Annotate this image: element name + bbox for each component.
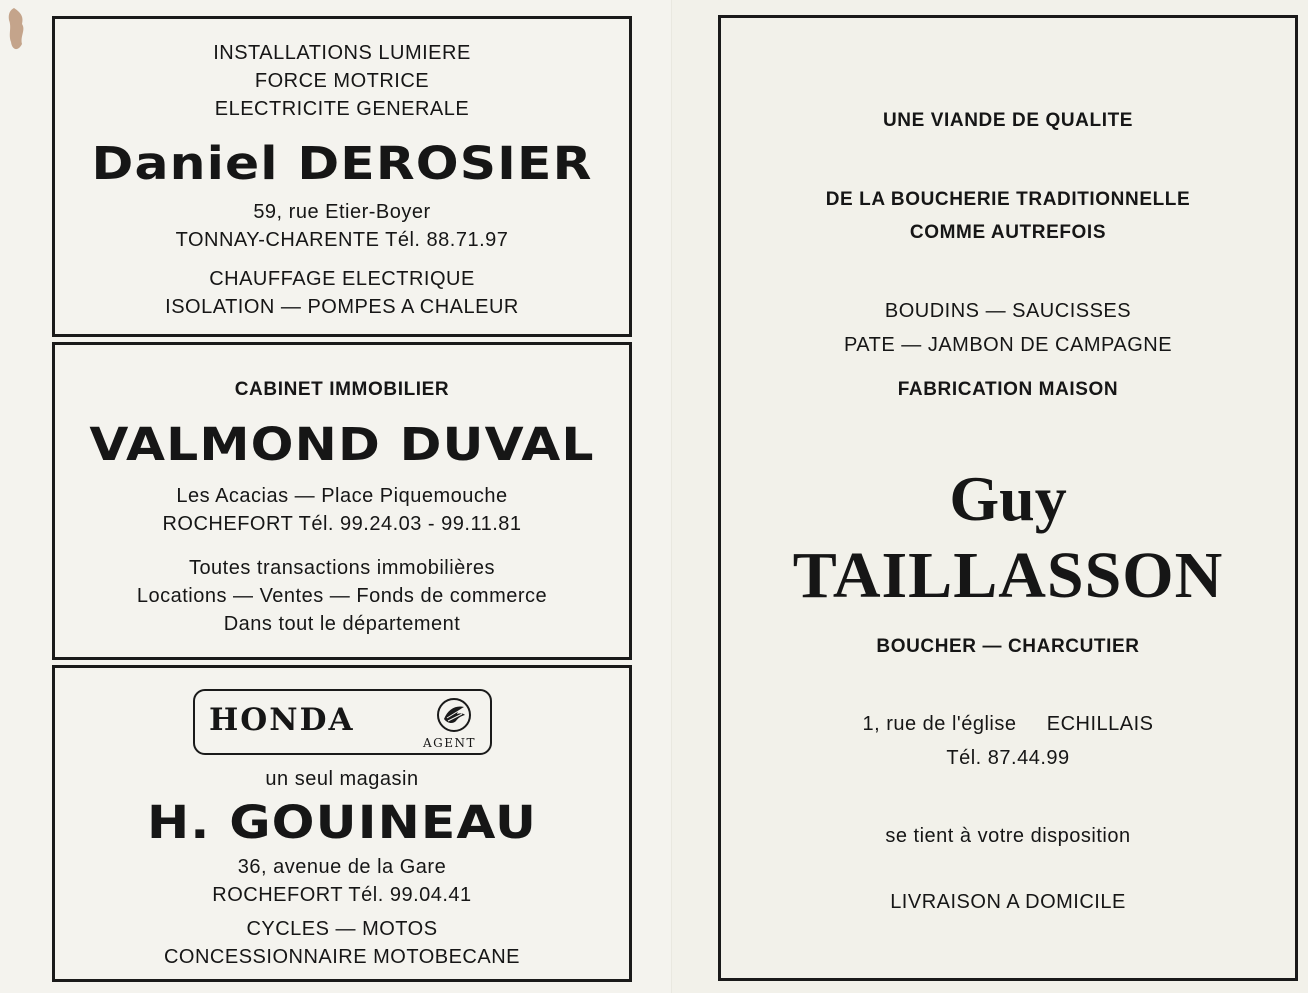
duval-city-phone: ROCHEFORT Tél. 99.24.03 - 99.11.81 [162,513,522,535]
taillasson-subhead-2: COMME AUTREFOIS [909,222,1107,243]
ad-taillasson [718,15,1298,981]
gouineau-address: 36, avenue de la Gare [237,856,447,878]
ad-derosier [52,16,632,337]
taillasson-headline: UNE VIANDE DE QUALITE [882,110,1134,131]
derosier-line-3: ELECTRICITE GENERALE [214,98,470,120]
taillasson-products-2: PATE — JAMBON DE CAMPAGNE [843,334,1173,356]
right-page [672,0,1308,993]
derosier-service-2: ISOLATION — POMPES A CHALEUR [165,296,519,318]
duval-address: Les Acacias — Place Piquemouche [176,485,508,507]
duval-category: CABINET IMMOBILIER [234,379,450,400]
derosier-address: 59, rue Etier-Boyer [253,201,431,223]
taillasson-first-name: Guy [949,463,1067,534]
duval-name: VALMOND DUVAL [89,418,595,471]
taillasson-fabrication: FABRICATION MAISON [897,379,1119,400]
taillasson-subhead-1: DE LA BOUCHERIE TRADITIONNELLE [825,189,1191,210]
gouineau-tagline: un seul magasin [265,768,419,790]
taillasson-trade: BOUCHER — CHARCUTIER [876,636,1140,657]
derosier-name: Daniel DEROSIER [91,137,593,190]
taillasson-address: 1, rue de l'église ECHILLAIS [862,713,1154,735]
duval-service-1: Toutes transactions immobilières [188,557,496,579]
paper-stain [6,6,28,56]
honda-wing-icon [436,697,472,733]
honda-brand: HONDA [209,702,355,738]
gouineau-city-phone: ROCHEFORT Tél. 99.04.41 [212,884,472,906]
derosier-service-1: CHAUFFAGE ELECTRIQUE [209,268,475,290]
derosier-line-2: FORCE MOTRICE [254,70,430,92]
taillasson-products-1: BOUDINS — SAUCISSES [884,300,1132,322]
taillasson-delivery: LIVRAISON A DOMICILE [890,891,1126,913]
duval-service-2: Locations — Ventes — Fonds de commerce [136,585,548,607]
honda-agent-badge [193,689,492,755]
derosier-line-1: INSTALLATIONS LUMIERE [213,42,471,64]
gouineau-name: H. GOUINEAU [146,796,538,849]
taillasson-service-note: se tient à votre disposition [885,825,1131,847]
taillasson-phone: Tél. 87.44.99 [946,747,1070,769]
duval-service-3: Dans tout le département [223,613,461,635]
honda-agent-label: AGENT [423,736,477,750]
gouineau-service-2: CONCESSIONNAIRE MOTOBECANE [163,946,521,968]
ad-duval [52,342,632,660]
gouineau-service-1: CYCLES — MOTOS [246,918,438,940]
taillasson-last-name: TAILLASSON [792,539,1224,612]
ad-gouineau [52,665,632,982]
derosier-city-phone: TONNAY-CHARENTE Tél. 88.71.97 [175,229,509,251]
